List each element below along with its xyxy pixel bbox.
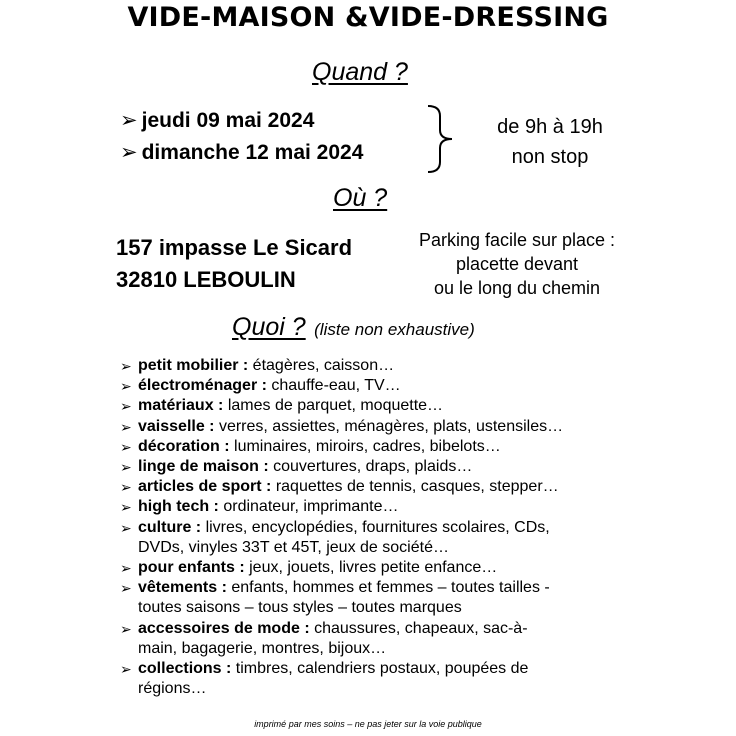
date-1: jeudi 09 mai 2024 <box>141 109 315 132</box>
arrow-bullet-icon: ➢ <box>120 499 132 516</box>
arrow-bullet-icon: ➢ <box>120 358 132 374</box>
item-text: timbres, calendriers postaux, poupées de <box>231 660 529 678</box>
item-text: raquettes de tennis, casques, stepper… <box>271 478 559 496</box>
what-heading-row <box>232 313 475 342</box>
item-text: chauffe-eau, TV… <box>266 377 401 395</box>
item-text: chaussures, chapeaux, sac-à- <box>309 619 528 637</box>
arrow-bullet-icon: ➢ <box>120 141 138 164</box>
parking-line-3: ou le long du chemin <box>433 278 601 298</box>
item-text-continued: DVDs, vinyles 33T et 45T, jeux de société… <box>138 538 449 556</box>
item-text: jeux, jouets, livres petite enfance… <box>244 559 498 577</box>
list-item <box>120 578 620 618</box>
item-text: verres, assiettes, ménagères, plats, ustensiles… <box>214 417 564 435</box>
what-note: (liste non exhaustive) <box>314 320 475 339</box>
address <box>116 232 352 296</box>
item-label: high tech : <box>138 498 219 516</box>
parking-line-1: Parking facile sur place : <box>418 230 616 250</box>
list-item <box>120 558 620 578</box>
item-label: électroménager : <box>138 377 267 395</box>
hours-range: de 9h à 19h <box>497 116 603 138</box>
item-label: linge de maison : <box>138 458 269 476</box>
hours <box>470 112 630 172</box>
list-item <box>120 457 620 477</box>
item-text-continued: main, bagagerie, montres, bijoux… <box>138 639 387 657</box>
list-item <box>120 437 620 457</box>
arrow-bullet-icon: ➢ <box>120 418 132 435</box>
item-text: couvertures, draps, plaids… <box>268 458 473 476</box>
arrow-bullet-icon: ➢ <box>120 519 132 536</box>
date-2: dimanche 12 mai 2024 <box>141 141 364 164</box>
item-text: enfants, hommes et femmes – toutes tailles - <box>226 579 550 597</box>
right-brace-icon <box>424 104 464 174</box>
item-label: vêtements : <box>138 579 227 597</box>
address-city: 32810 LEBOULIN <box>116 267 296 292</box>
arrow-bullet-icon: ➢ <box>120 438 132 455</box>
when-heading: Quand ? <box>312 58 408 86</box>
arrow-bullet-icon: ➢ <box>120 620 132 637</box>
item-text: lames de parquet, moquette… <box>223 397 444 415</box>
parking-line-2: placette devant <box>455 254 579 274</box>
item-text-continued: régions… <box>138 680 207 698</box>
arrow-bullet-icon: ➢ <box>120 459 132 476</box>
date-line-2 <box>120 140 363 165</box>
item-label: articles de sport : <box>138 478 272 496</box>
date-line-1 <box>120 108 314 133</box>
item-label: pour enfants : <box>138 559 245 577</box>
list-item <box>120 396 620 416</box>
arrow-bullet-icon: ➢ <box>120 378 132 395</box>
page-title: VIDE-MAISON &VIDE-DRESSING <box>127 2 609 33</box>
where-heading: Où ? <box>333 184 388 212</box>
hours-nonstop: non stop <box>511 146 589 168</box>
item-text: étagères, caisson… <box>248 357 395 374</box>
item-label: collections : <box>138 660 232 678</box>
list-item <box>120 518 620 558</box>
footer-note: imprimé par mes soins – ne pas jeter sur la voie publique <box>254 719 482 729</box>
item-label: accessoires de mode : <box>138 619 310 637</box>
list-item <box>120 376 620 396</box>
list-item <box>120 659 620 699</box>
arrow-bullet-icon: ➢ <box>120 109 138 132</box>
list-item <box>120 497 620 517</box>
item-text: luminaires, miroirs, cadres, bibelots… <box>229 437 501 455</box>
arrow-bullet-icon: ➢ <box>120 580 132 597</box>
item-label: petit mobilier : <box>138 357 249 374</box>
item-text-continued: toutes saisons – tous styles – toutes marques <box>138 599 462 617</box>
item-label: vaisselle : <box>138 417 215 435</box>
item-text: livres, encyclopédies, fournitures scolaires, CDs, <box>201 518 550 536</box>
arrow-bullet-icon: ➢ <box>120 661 132 678</box>
item-text: ordinateur, imprimante… <box>218 498 399 516</box>
list-item <box>120 417 620 437</box>
what-heading: Quoi ? <box>232 313 306 341</box>
address-street: 157 impasse Le Sicard <box>116 235 353 260</box>
parking-info <box>386 228 648 300</box>
list-item <box>120 477 620 497</box>
arrow-bullet-icon: ➢ <box>120 479 132 496</box>
arrow-bullet-icon: ➢ <box>120 560 132 577</box>
item-label: décoration : <box>138 437 230 455</box>
item-label: culture : <box>138 518 202 536</box>
list-item <box>120 356 620 376</box>
list-item <box>120 619 620 659</box>
item-label: matériaux : <box>138 397 224 415</box>
items-list <box>120 356 620 699</box>
arrow-bullet-icon: ➢ <box>120 398 132 415</box>
